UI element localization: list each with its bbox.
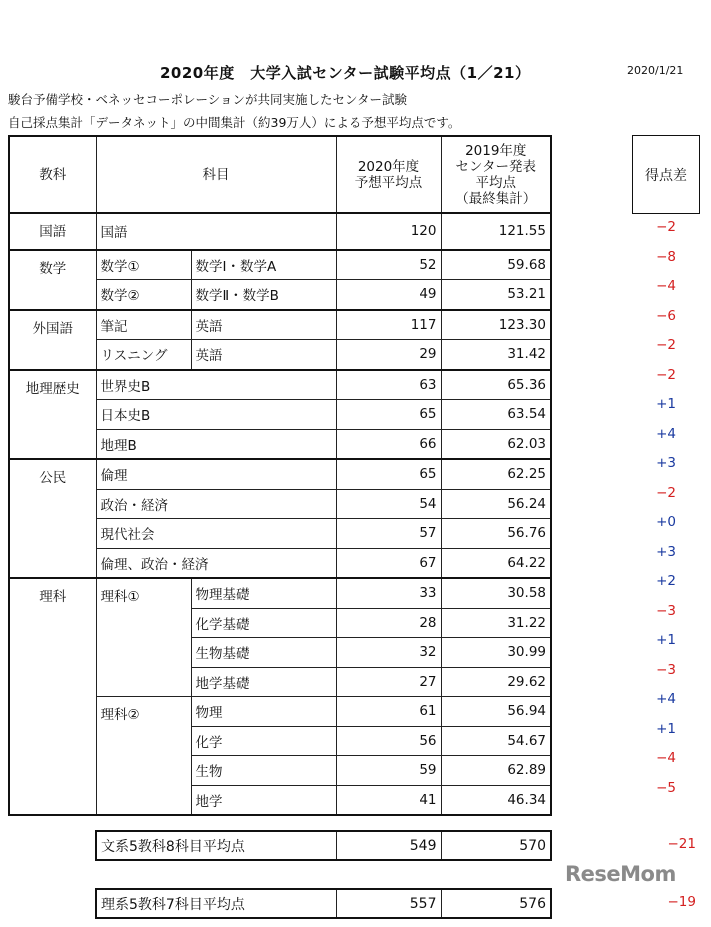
group-cell: 数学①	[96, 250, 191, 280]
subject-cell: 生物	[191, 756, 336, 786]
category-cell: 理科	[9, 578, 96, 815]
header-category: 教科	[9, 136, 96, 213]
pred-cell: 29	[336, 340, 441, 370]
pred-cell: 52	[336, 250, 441, 280]
diff-value: +1	[656, 396, 676, 412]
subject-cell: 現代社会	[96, 519, 336, 549]
date: 2020/1/21	[627, 64, 684, 77]
diff-value: +2	[656, 573, 676, 589]
diff-value: −5	[656, 779, 676, 796]
pred-cell: 65	[336, 400, 441, 430]
prev-cell: 31.42	[441, 340, 551, 370]
diff-value: +4	[656, 691, 676, 707]
diff-value: −2	[656, 337, 676, 353]
diff-value: +0	[656, 514, 676, 530]
subject-cell: 英語	[191, 340, 336, 370]
pred-cell: 54	[336, 489, 441, 519]
header-subject: 科目	[96, 136, 336, 213]
pred-cell: 63	[336, 370, 441, 400]
subject-cell: 地学	[191, 785, 336, 815]
diff-value: −2	[656, 366, 676, 383]
pred-cell: 65	[336, 459, 441, 489]
subject-cell: 日本史B	[96, 400, 336, 430]
subject-cell: 英語	[191, 310, 336, 340]
subtitle-line-2: 自己採点集計「データネット」の中間集計（約39万人）による予想平均点です。	[8, 115, 461, 130]
pred-cell: 56	[336, 726, 441, 756]
prev-cell: 64.22	[441, 548, 551, 578]
pred-cell: 27	[336, 667, 441, 697]
group-cell: 理科②	[96, 697, 191, 816]
pred-cell: 32	[336, 638, 441, 668]
diff-value: +1	[656, 632, 676, 648]
diff-value: −4	[656, 278, 676, 294]
table-row	[9, 213, 551, 250]
subject-cell: 化学	[191, 726, 336, 756]
subject-cell: 生物基礎	[191, 638, 336, 668]
summary-label: 文系5教科8科目平均点	[96, 831, 336, 860]
pred-cell: 117	[336, 310, 441, 340]
subject-cell: 世界史B	[96, 370, 336, 400]
prev-cell: 56.24	[441, 489, 551, 519]
pred-cell: 49	[336, 280, 441, 310]
pred-cell: 120	[336, 213, 441, 250]
score-table	[8, 135, 552, 816]
subject-cell: 倫理、政治・経済	[96, 548, 336, 578]
diff-value: +4	[656, 425, 676, 442]
subject-cell: 地学基礎	[191, 667, 336, 697]
diff-value: +3	[656, 455, 676, 471]
prev-cell: 63.54	[441, 400, 551, 430]
summary-rikei	[95, 888, 552, 919]
group-cell: 理科①	[96, 578, 191, 697]
watermark-logo: ReseMom	[565, 862, 676, 886]
prev-cell: 30.58	[441, 578, 551, 608]
group-cell: リスニング	[96, 340, 191, 370]
pred-cell: 61	[336, 697, 441, 727]
summary-prev: 576	[441, 889, 551, 918]
subtitle-line-1: 駿台予備学校・ベネッセコーポレーションが共同実施したセンター試験	[8, 92, 408, 107]
diff-value: −2	[656, 484, 676, 501]
table-row	[9, 370, 551, 400]
diff-value: −2	[656, 219, 676, 235]
category-cell: 国語	[9, 213, 96, 250]
pred-cell: 67	[336, 548, 441, 578]
summary-prev: 570	[441, 831, 551, 860]
prev-cell: 56.76	[441, 519, 551, 549]
summary-pred: 557	[336, 889, 441, 918]
prev-cell: 31.22	[441, 608, 551, 638]
pred-cell: 57	[336, 519, 441, 549]
summary-diff: −21	[667, 836, 696, 852]
pred-cell: 66	[336, 429, 441, 459]
diff-value: −3	[656, 602, 676, 619]
prev-cell: 62.89	[441, 756, 551, 786]
subject-cell: 倫理	[96, 459, 336, 489]
prev-cell: 62.25	[441, 459, 551, 489]
prev-cell: 54.67	[441, 726, 551, 756]
diff-value: +1	[656, 720, 676, 737]
subject-cell: 国語	[96, 213, 336, 250]
pred-cell: 41	[336, 785, 441, 815]
diff-value: +3	[656, 543, 676, 560]
table-row	[9, 459, 551, 489]
diff-value: −8	[656, 248, 676, 265]
header-pred: 2020年度 予想平均点	[336, 136, 441, 213]
summary-pred: 549	[336, 831, 441, 860]
summary-label: 理系5教科7科目平均点	[96, 889, 336, 918]
subject-cell: 政治・経済	[96, 489, 336, 519]
summary-bunkei	[95, 830, 552, 861]
page-title: 2020年度 大学入試センター試験平均点（1／21）	[160, 64, 531, 82]
diff-value: −6	[656, 307, 676, 324]
prev-cell: 65.36	[441, 370, 551, 400]
group-cell: 数学②	[96, 280, 191, 310]
table-row	[9, 310, 551, 340]
category-cell: 数学	[9, 250, 96, 310]
prev-cell: 123.30	[441, 310, 551, 340]
header-diff: 得点差	[632, 135, 700, 214]
pred-cell: 28	[336, 608, 441, 638]
category-cell: 公民	[9, 459, 96, 578]
prev-cell: 30.99	[441, 638, 551, 668]
pred-cell: 59	[336, 756, 441, 786]
subject-cell: 物理基礎	[191, 578, 336, 608]
category-cell: 地理歴史	[9, 370, 96, 460]
prev-cell: 46.34	[441, 785, 551, 815]
subject-cell: 数学Ⅱ・数学B	[191, 280, 336, 310]
subject-cell: 数学Ⅰ・数学A	[191, 250, 336, 280]
summary-diff: −19	[667, 894, 696, 910]
subject-cell: 化学基礎	[191, 608, 336, 638]
prev-cell: 29.62	[441, 667, 551, 697]
prev-cell: 121.55	[441, 213, 551, 250]
group-cell: 筆記	[96, 310, 191, 340]
subject-cell: 物理	[191, 697, 336, 727]
prev-cell: 56.94	[441, 697, 551, 727]
header-prev: 2019年度 センター発表 平均点 （最終集計）	[441, 136, 551, 213]
diff-value: −3	[656, 661, 676, 678]
prev-cell: 53.21	[441, 280, 551, 310]
table-row	[9, 578, 551, 608]
pred-cell: 33	[336, 578, 441, 608]
diff-value: −4	[656, 750, 676, 766]
prev-cell: 59.68	[441, 250, 551, 280]
table-row	[9, 250, 551, 280]
prev-cell: 62.03	[441, 429, 551, 459]
subject-cell: 地理B	[96, 429, 336, 459]
category-cell: 外国語	[9, 310, 96, 370]
